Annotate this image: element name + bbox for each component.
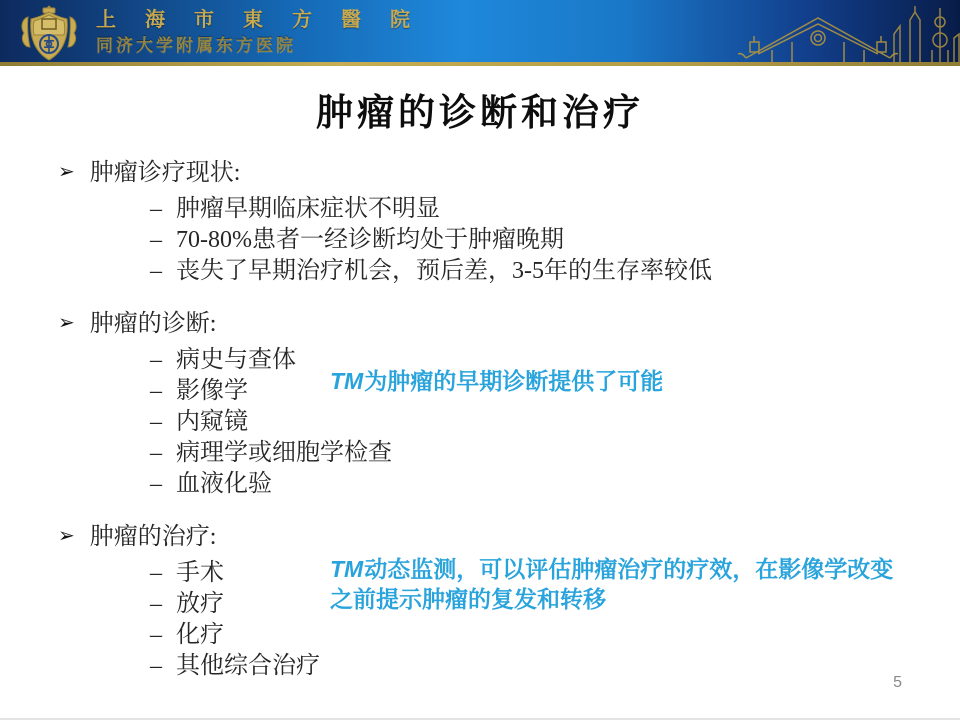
dash-bullet-icon: – — [150, 378, 162, 404]
list-item — [58, 438, 712, 469]
shanghai-skyline-icon — [888, 4, 960, 62]
section-heading-label: 肿瘤的治疗: — [89, 524, 217, 550]
slide-body — [58, 158, 712, 704]
dash-bullet-icon: – — [150, 653, 162, 679]
header-banner — [0, 0, 960, 66]
dash-bullet-icon: – — [150, 440, 162, 466]
page-number: 5 — [893, 674, 902, 691]
dash-bullet-icon: – — [150, 471, 162, 497]
dash-bullet-icon: – — [150, 196, 162, 222]
list-item-label: 放疗 — [176, 591, 224, 617]
dash-bullet-icon: – — [150, 409, 162, 435]
dash-bullet-icon: – — [150, 347, 162, 373]
hospital-crest-icon — [16, 3, 82, 63]
list-item — [58, 469, 712, 500]
hospital-name-affiliation: 同济大学附属东方医院 — [96, 36, 296, 55]
memorial-archway-icon — [738, 12, 898, 64]
section-heading — [58, 309, 712, 341]
section-diagnosis — [58, 309, 712, 500]
list-item — [58, 407, 712, 438]
dash-bullet-icon: – — [150, 258, 162, 284]
list-item-label: 影像学 — [176, 378, 248, 404]
section-status — [58, 158, 712, 287]
header-gold-divider — [0, 62, 960, 66]
slide-title: 肿瘤的诊断和治疗 — [316, 93, 644, 134]
arrow-bullet-icon: ➢ — [58, 525, 75, 547]
section-heading-label: 肿瘤的诊断: — [89, 311, 217, 337]
list-item — [58, 194, 712, 225]
dash-bullet-icon: – — [150, 622, 162, 648]
list-item-label: 化疗 — [176, 622, 224, 648]
dash-bullet-icon: – — [150, 227, 162, 253]
list-item-label: 手术 — [176, 560, 224, 586]
list-item-label: 70-80%患者一经诊断均处于肿瘤晚期 — [176, 227, 564, 253]
list-item-label: 丧失了早期治疗机会，预后差，3-5年的生存率较低 — [176, 258, 712, 284]
annotation-early-diagnosis — [330, 366, 663, 396]
annotation-dynamic-monitoring — [330, 554, 930, 614]
section-heading — [58, 522, 712, 554]
hospital-name-block — [96, 8, 422, 56]
hospital-name-traditional: 上 海 市 東 方 醫 院 — [96, 9, 422, 31]
list-item — [58, 651, 712, 682]
section-heading — [58, 158, 712, 190]
tm-abbrev: TM — [330, 368, 364, 394]
section-heading-label: 肿瘤诊疗现状: — [89, 160, 241, 186]
list-item — [58, 256, 712, 287]
list-item — [58, 620, 712, 651]
annotation-line: 之前提示肿瘤的复发和转移 — [330, 586, 606, 612]
annotation-text: 动态监测，可以评估肿瘤治疗的疗效，在影像学改变 — [364, 556, 894, 582]
list-item-label: 病理学或细胞学检查 — [176, 440, 392, 466]
list-item-label: 其他综合治疗 — [176, 653, 320, 679]
annotation-text: 为肿瘤的早期诊断提供了可能 — [364, 368, 664, 394]
tm-abbrev: TM — [330, 556, 364, 582]
list-item-label: 病史与查体 — [176, 347, 296, 373]
arrow-bullet-icon: ➢ — [58, 161, 75, 183]
list-item — [58, 225, 712, 256]
dash-bullet-icon: – — [150, 591, 162, 617]
list-item-label: 血液化验 — [176, 471, 272, 497]
annotation-line — [330, 554, 930, 584]
list-item-label: 肿瘤早期临床症状不明显 — [176, 196, 440, 222]
dash-bullet-icon: – — [150, 560, 162, 586]
arrow-bullet-icon: ➢ — [58, 312, 75, 334]
list-item-label: 内窥镜 — [176, 409, 248, 435]
